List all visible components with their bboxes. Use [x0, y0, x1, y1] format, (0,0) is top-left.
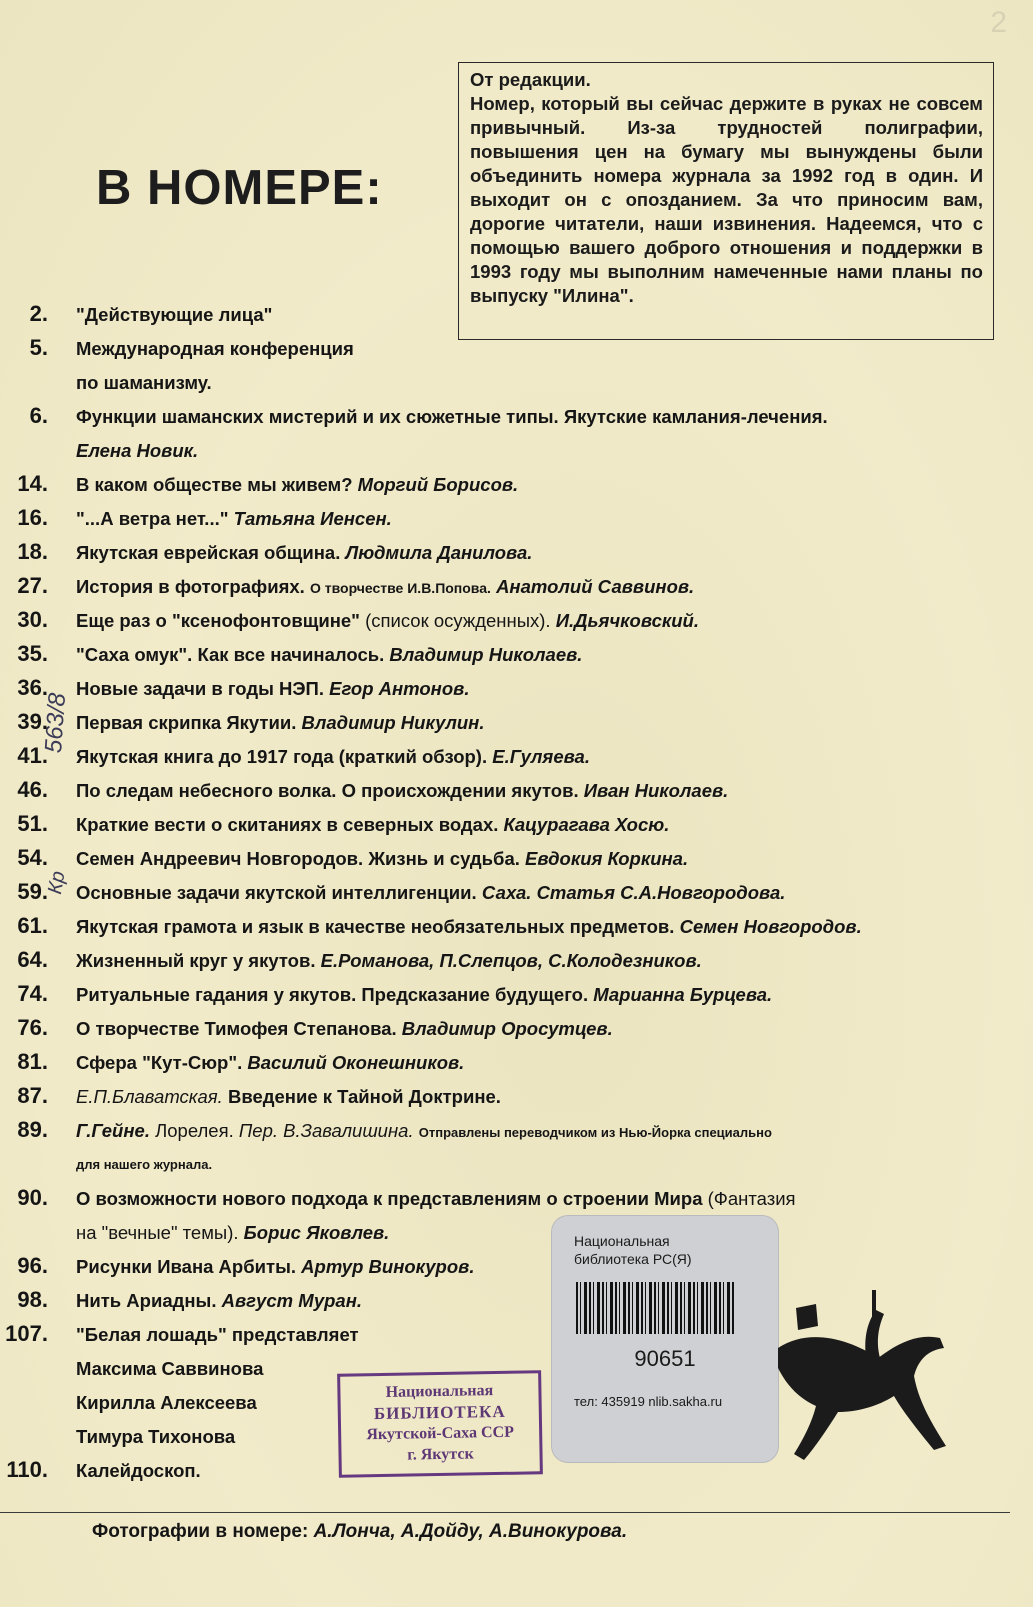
toc-entry [0, 300, 1033, 334]
toc-author: Саха. Статья С.А.Новгородова. [481, 882, 786, 903]
toc-author: Кацурагава Хосю. [503, 814, 670, 835]
toc-title: Лорелея. [155, 1120, 234, 1141]
toc-author: Владимир Никулин. [301, 712, 485, 733]
toc-page-number: 61. [17, 913, 48, 938]
stamp-line: г. Якутск [407, 1445, 474, 1464]
toc-author: Марианна Бурцева. [593, 984, 773, 1005]
toc-author: Василий Оконешников. [247, 1052, 465, 1073]
toc-entry [0, 844, 1033, 878]
toc-artist: Кирилла Алексеева [76, 1392, 257, 1413]
toc-note-continued: на "вечные" темы). [76, 1222, 239, 1243]
toc-page-number: 81. [17, 1049, 48, 1074]
toc-author: Е.Гуляева. [492, 746, 590, 767]
toc-entry [0, 810, 1033, 844]
toc-author: Евдокия Коркина. [525, 848, 689, 869]
library-barcode-label [552, 1216, 778, 1462]
toc-author: И.Дьячковский. [555, 610, 699, 631]
barcode-number: 90651 [634, 1346, 696, 1371]
toc-title: Ритуальные гадания у якутов. Предсказание будущего. [76, 984, 589, 1005]
toc-author: Е.П.Блаватская. [76, 1086, 223, 1107]
toc-title: "...А ветра нет..." [76, 508, 229, 529]
toc-page-number: 30. [17, 607, 48, 632]
toc-artist: Тимура Тихонова [76, 1426, 236, 1447]
photo-credits-label: Фотографии в номере: [92, 1521, 309, 1542]
toc-title: Еще раз о "ксенофонтовщине" [76, 610, 360, 631]
toc-page-number: 59. [17, 879, 48, 904]
toc-author: Людмила Данилова. [345, 542, 533, 563]
toc-page-number: 90. [17, 1185, 48, 1210]
editorial-text: Номер, который вы сейчас держите в руках не совсем привычный. Из-за трудностей полиграфии, повышения цен на бумагу мы вынуждены были объединить номера журнала за 1992 год в один. И выходит он с опозданием. За что приносим вам, дорогие читатели, наши извинения. Надеемся, что с помощью вашего доброго отношения и поддержки в 1993 году мы выполним намеченные нами планы по выпуску "Илина". [470, 93, 983, 306]
toc-note: (список осужденных). [365, 610, 551, 631]
toc-title: По следам небесного волка. О происхождении якутов. [76, 780, 579, 801]
toc-page-number: 98. [17, 1287, 48, 1312]
photo-credits [92, 1518, 627, 1546]
toc-title: Новые задачи в годы НЭП. [76, 678, 324, 699]
toc-entry [0, 674, 1033, 708]
toc-entry [0, 504, 1033, 538]
toc-note: О творчестве И.В.Попова. [309, 580, 491, 596]
toc-page-number: 54. [17, 845, 48, 870]
toc-entry [0, 470, 1033, 504]
toc-entry [0, 1048, 1033, 1082]
editorial-note-box [458, 62, 994, 340]
toc-title: В каком обществе мы живем? [76, 474, 353, 495]
toc-title: Нить Ариадны. [76, 1290, 217, 1311]
toc-note: (Фантазия [707, 1188, 796, 1209]
toc-title: О творчестве Тимофея Степанова. [76, 1018, 397, 1039]
toc-page-number: 27. [17, 573, 48, 598]
toc-entry [0, 640, 1033, 674]
toc-entry [0, 572, 1033, 606]
handwritten-mark: Кр [44, 869, 70, 896]
toc-entry [0, 1116, 1033, 1184]
horse-rider-illustration [768, 1288, 958, 1468]
toc-page-number: 39. [17, 709, 48, 734]
toc-author: Елена Новик. [76, 440, 199, 461]
contents-heading: В НОМЕРЕ: [96, 161, 383, 215]
toc-entry [0, 1184, 1033, 1252]
label-organization [574, 1232, 692, 1268]
toc-entry [0, 1252, 1033, 1286]
toc-title: "Действующие лица" [76, 304, 273, 325]
toc-title: Первая скрипка Якутии. [76, 712, 297, 733]
toc-translator: Пер. В.Завалишина. [238, 1120, 414, 1141]
toc-entry [0, 776, 1033, 810]
barcode-image [576, 1282, 736, 1334]
toc-page-number: 51. [17, 811, 48, 836]
toc-title: Сфера "Кут-Сюр". [76, 1052, 243, 1073]
toc-entry [0, 708, 1033, 742]
toc-title: Якутская еврейская община. [76, 542, 341, 563]
editorial-title: От редакции. [470, 69, 591, 90]
stamp-line: Якутской-Саха ССР [366, 1423, 515, 1444]
toc-entry [0, 606, 1033, 640]
toc-page-number: 96. [17, 1253, 48, 1278]
toc-page-number: 5. [29, 335, 48, 360]
toc-entry [0, 878, 1033, 912]
toc-title: О возможности нового подхода к представлениям о строении Мира [76, 1188, 703, 1209]
stamp-line: Национальная [385, 1382, 494, 1401]
toc-page-number: 2. [29, 301, 48, 326]
toc-page-number: 89. [17, 1117, 48, 1142]
toc-author: Артур Винокуров. [301, 1256, 475, 1277]
toc-entry [0, 1082, 1033, 1116]
toc-entry [0, 538, 1033, 572]
toc-title: "Саха омук". Как все начиналось. [76, 644, 385, 665]
label-contact: тел: 435919 nlib.sakha.ru [574, 1394, 723, 1409]
toc-page-number: 64. [17, 947, 48, 972]
toc-author: Г.Гейне. [76, 1120, 150, 1141]
toc-page-number: 6. [29, 403, 48, 428]
toc-page-number: 18. [17, 539, 48, 564]
toc-title: Международная конференция [76, 338, 354, 359]
label-org-line: библиотека РС(Я) [574, 1251, 692, 1267]
toc-title: Якутская грамота и язык в качестве необязательных предметов. [76, 916, 675, 937]
label-org-line: Национальная [574, 1233, 670, 1249]
toc-author: Август Муран. [221, 1290, 363, 1311]
toc-title: Жизненный круг у якутов. [76, 950, 316, 971]
toc-title: Калейдоскоп. [76, 1460, 201, 1481]
toc-title: Основные задачи якутской интеллигенции. [76, 882, 477, 903]
page-corner-number: 2 [990, 6, 1007, 39]
toc-page-number: 36. [17, 675, 48, 700]
toc-title: "Белая лошадь" представляет [76, 1324, 359, 1345]
toc-page-number: 76. [17, 1015, 48, 1040]
toc-title: Функции шаманских мистерий и их сюжетные типы. Якутские камлания-лечения. [76, 406, 828, 427]
toc-page-number: 87. [17, 1083, 48, 1108]
toc-title: Рисунки Ивана Арбиты. [76, 1256, 297, 1277]
footer-divider [0, 1512, 1010, 1513]
toc-page-number: 16. [17, 505, 48, 530]
toc-title: Введение к Тайной Доктрине. [227, 1086, 501, 1107]
toc-page-number: 35. [17, 641, 48, 666]
toc-note: Отправлены переводчиком из Нью-Йорка специально [418, 1125, 772, 1140]
toc-title: История в фотографиях. [76, 576, 305, 597]
toc-entry [0, 912, 1033, 946]
photo-credits-names: А.Лонча, А.Дойду, А.Винокурова. [313, 1521, 628, 1542]
toc-author: Борис Яковлев. [243, 1222, 390, 1243]
toc-entry [0, 334, 1033, 402]
toc-author: Е.Романова, П.Слепцов, С.Колодезников. [320, 950, 702, 971]
toc-title: Семен Андреевич Новгородов. Жизнь и судьба. [76, 848, 520, 869]
stamp-line: БИБЛИОТЕКА [373, 1401, 506, 1424]
toc-entry [0, 946, 1033, 980]
toc-page-number: 110. [6, 1457, 48, 1482]
toc-page-number: 41. [17, 743, 48, 768]
toc-author: Егор Антонов. [329, 678, 470, 699]
toc-entry [0, 980, 1033, 1014]
toc-page-number: 14. [17, 471, 48, 496]
toc-artist: Максима Саввинова [76, 1358, 264, 1379]
toc-title: Якутская книга до 1917 года (краткий обзор). [76, 746, 488, 767]
toc-entry [0, 402, 1033, 470]
toc-author: Владимир Николаев. [389, 644, 583, 665]
toc-author: Татьяна Иенсен. [233, 508, 392, 529]
toc-entry [0, 742, 1033, 776]
toc-author: Анатолий Саввинов. [496, 576, 695, 597]
toc-entry [0, 1014, 1033, 1048]
toc-title: Краткие вести о скитаниях в северных водах. [76, 814, 499, 835]
toc-author: Владимир Оросутцев. [401, 1018, 613, 1039]
toc-title-continued: по шаманизму. [76, 372, 212, 393]
library-stamp [337, 1370, 543, 1478]
toc-author: Иван Николаев. [583, 780, 729, 801]
toc-page-number: 107. [5, 1321, 48, 1346]
toc-author: Семен Новгородов. [679, 916, 862, 937]
handwritten-shelfmark: 563/8 [40, 692, 72, 754]
toc-page-number: 74. [17, 981, 48, 1006]
toc-note-continued: для нашего журнала. [76, 1157, 213, 1172]
toc-author: Моргий Борисов. [357, 474, 519, 495]
toc-page-number: 46. [17, 777, 48, 802]
